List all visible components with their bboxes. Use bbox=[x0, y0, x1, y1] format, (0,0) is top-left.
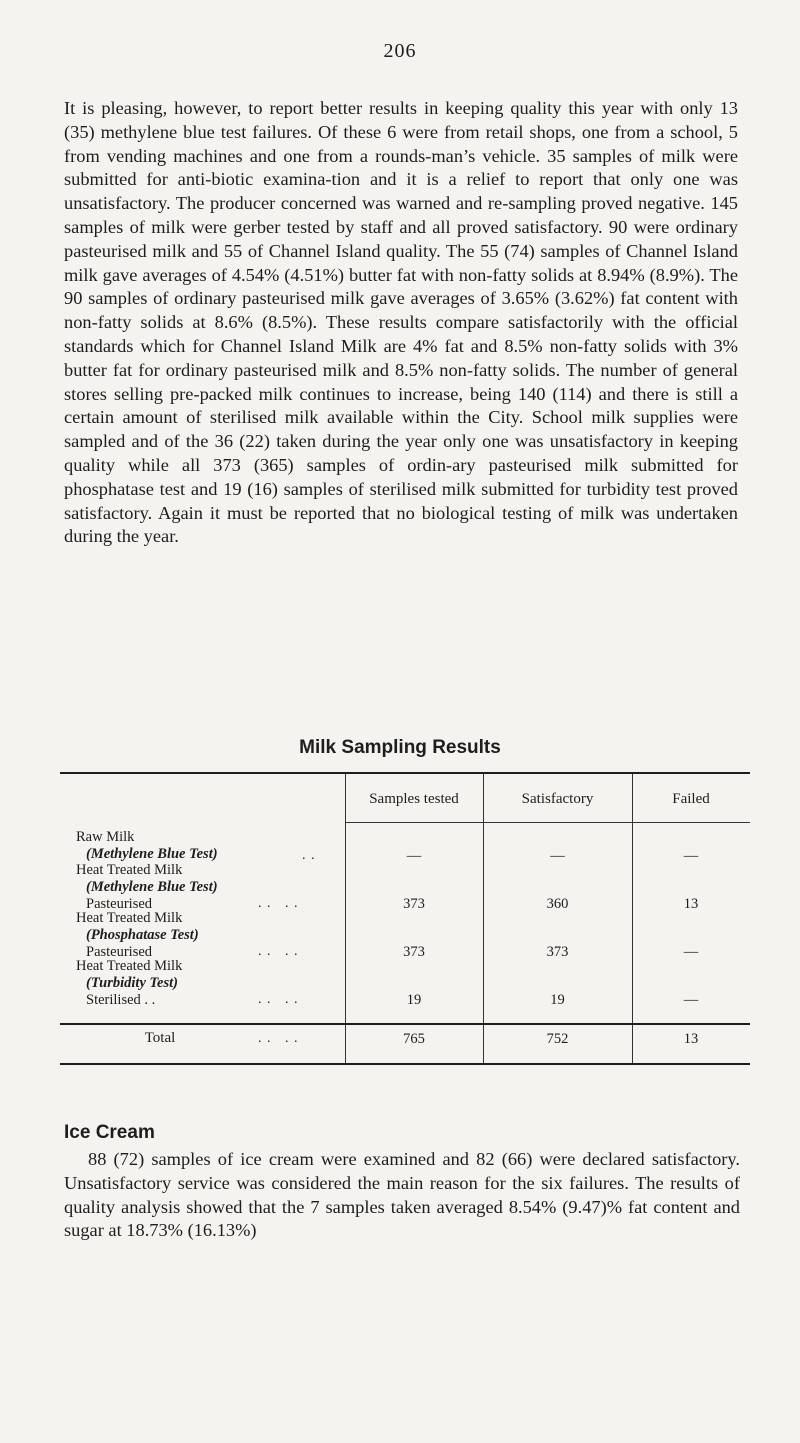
column-header-failed: Failed bbox=[672, 791, 710, 807]
row-leader-dots: . . bbox=[302, 848, 316, 863]
body-paragraph-milk-quality: It is pleasing, however, to report better results in keeping quality this year with only 13 (35) methylene blue test failures. Of these 6 were from retail shops, one from a school, 5 from vending machines and one from a rounds-man’s vehicle. 35 samples of milk were submitted for anti-biotic examina-tion and it is a relief to report that only one was unsatisfactory. The producer concerned was warned and re-sampling proved negative. 145 samples of milk were gerber tested by staff and all proved satisfactory. 90 were ordinary pasteurised milk and 55 of Channel Island quality. The 55 (74) samples of Channel Island milk gave averages of 4.54% (4.51%) butter fat with non-fatty solids at 8.94% (8.9%). The 90 samples of ordinary pasteurised milk gave averages of 3.65% (3.62%) fat content with non-fatty solids at 8.6% (8.5%). These results compare satisfactorily with the official standards which for Channel Island Milk are 4% fat and 8.5% non-fatty solids with 3% butter fat for ordinary pasteurised milk and 8.5% non-fatty solids. The number of general stores selling pre-packed milk continues to increase, being 140 (114) and there is still a certain amount of sterilised milk available within the City. School milk supplies were sampled and of the 36 (22) taken during the year only one was unsatisfactory in keeping quality while all 373 (365) samples of ordin-ary pasteurised milk submitted for phosphatase test and 19 (16) samples of sterilised milk submitted for turbidity test proved satisfactory. Again it must be reported that no biological testing of milk was undertaken during the year. bbox=[64, 98, 738, 547]
table-cell: 13 bbox=[683, 896, 699, 912]
table-cell: 373 bbox=[403, 896, 425, 912]
table-cell: 373 bbox=[546, 944, 569, 960]
table-row-label: Raw Milk (Methylene Blue Test) bbox=[76, 829, 218, 862]
row-leader-dots: . . . . bbox=[258, 944, 299, 959]
column-header-satisfactory: Satisfactory bbox=[521, 791, 594, 807]
column-header-samples-tested: Samples tested bbox=[369, 791, 459, 807]
table-total-rule bbox=[60, 1023, 750, 1025]
body-paragraph-ice-cream: 88 (72) samples of ice cream were examined and 82 (66) were declared satisfactory. Unsatisfactory service was considered the main reason for the six failures. The results of quality analysis showed that the 7 samples taken averaged 8.54% (9.47)% fat content and sugar at 18.73% (16.13%) bbox=[64, 1149, 740, 1241]
table-cell: — bbox=[406, 848, 422, 864]
total-cell: 752 bbox=[546, 1031, 569, 1047]
row-leader-dots: . . . . bbox=[258, 992, 299, 1007]
section-heading-ice-cream: Ice Cream bbox=[64, 1122, 155, 1143]
table-cell: — bbox=[683, 944, 699, 960]
table-row-label: Heat Treated Milk (Phosphatase Test) Pasteurised bbox=[76, 910, 199, 960]
total-row-leader-dots: . . . . bbox=[258, 1031, 299, 1046]
table-row-label: Heat Treated Milk (Turbidity Test) Sterilised . . bbox=[76, 958, 183, 1008]
table-cell: — bbox=[683, 848, 699, 864]
table-bottom-rule bbox=[60, 1063, 750, 1065]
table-cell: — bbox=[683, 992, 699, 1008]
table-title: Milk Sampling Results bbox=[299, 737, 501, 758]
table-cell: 19 bbox=[550, 992, 565, 1008]
table-row-label: Heat Treated Milk (Methylene Blue Test) Pasteurised bbox=[76, 862, 218, 912]
table-top-rule bbox=[60, 772, 750, 774]
row-leader-dots: . . . . bbox=[258, 896, 299, 911]
table-cell: 19 bbox=[406, 992, 422, 1008]
total-row-label: Total bbox=[144, 1030, 176, 1046]
page-number: 206 bbox=[383, 40, 417, 62]
header-underline bbox=[345, 822, 750, 823]
total-cell: 765 bbox=[403, 1031, 425, 1047]
table-cell: — bbox=[550, 848, 565, 864]
table-cell: 373 bbox=[403, 944, 425, 960]
total-cell: 13 bbox=[683, 1031, 699, 1047]
table-cell: 360 bbox=[546, 896, 569, 912]
